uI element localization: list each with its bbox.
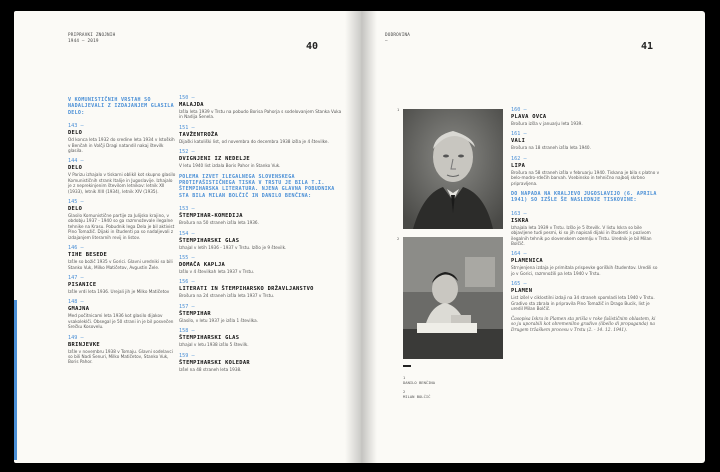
entry-title: ŠTEMPIHARSKI GLAS bbox=[179, 237, 240, 244]
intro-text: DO NAPADA NA KRALJEVO JUGOSLAVIJO (6. APRILA 1941) SO IZŠLE ŠE NASLEDNJE TISKOVINE: bbox=[511, 191, 657, 204]
entry-title: ŠTEMPIHAR bbox=[179, 310, 211, 317]
entry-number: 162 — bbox=[511, 155, 527, 162]
catalog-entry bbox=[68, 245, 176, 270]
entry-description: Od konca leta 1932 do sredine leta 1934 v Istoških v Benčah in Volčji Dragi natandil nakaj številk glasila. bbox=[68, 137, 175, 154]
page-edge-accent bbox=[14, 300, 17, 460]
entry-description: Glasilo Komunistične partije za Julijsko krajino, v obdobju 1937 - 1940 so ga razmnoževale ilegalne tehnike na Krasu. Pobudnik lega Dela je bil aktivist Pino Tomažič. Dijaki in študenti pa so nadaljevali z izdajanjem literarnih revij in listov. bbox=[68, 213, 175, 240]
entry-number: 160 — bbox=[511, 107, 527, 113]
catalog-entry bbox=[179, 279, 343, 298]
entry-title: BRINJEVKE bbox=[68, 341, 100, 348]
catalog-entry bbox=[179, 328, 343, 347]
entry-description: Dijaški katoliški list, od novembra do decembra 1938 izšla je 4 številke. bbox=[179, 138, 329, 144]
catalog-entry bbox=[68, 123, 176, 153]
entry-description: Glasilo, v letu 1937 je izšla 1 številka. bbox=[179, 317, 258, 323]
entry-number: 148 — bbox=[68, 299, 84, 306]
page-number: 41 bbox=[641, 41, 654, 52]
portrait-photo-1 bbox=[403, 109, 503, 229]
entry-title: ISKRA bbox=[511, 217, 529, 224]
entry-title: ŠTEMPIHAR-KOMEDIJA bbox=[179, 213, 243, 220]
catalog-entry bbox=[68, 299, 176, 329]
entry-number: 145 — bbox=[68, 199, 84, 206]
intro-text: POLEMA IZVET ILEGALNEGA SLOVENSKEGA PROTIFAŠISTIČNEGA TISKA V TRSTU JE BILA T.I. ŠTEMPIHARSKA LITERATURA. NJENA GLAVNA POBUDNIKA STA BILA MILAN BOLČIČ IN DANILO BENČINA: bbox=[179, 173, 335, 199]
entry-title: DELO bbox=[68, 206, 83, 213]
caption-rule bbox=[403, 365, 411, 367]
entry-description: Izšlo v 4 številkah leta 1937 v Trstu. bbox=[179, 269, 255, 275]
entry-title: DOMAČA KAPLJA bbox=[179, 262, 226, 269]
catalog-entry bbox=[179, 231, 343, 250]
entry-number: 150 — bbox=[179, 95, 195, 101]
entry-description: V letu 1940 list izdala Boris Pahor in Stanko Vuk. bbox=[179, 163, 281, 169]
entry-title: VALI bbox=[511, 138, 526, 145]
entry-title: PLAMENICA bbox=[511, 258, 543, 265]
entry-number: 165 — bbox=[511, 281, 527, 288]
catalog-entry bbox=[179, 125, 343, 144]
left-column-2 bbox=[179, 95, 343, 377]
running-head-right bbox=[385, 33, 410, 45]
entry-number: 164 — bbox=[511, 251, 527, 258]
entry-title: LITERATI IN ŠTEMPIHARSKO DRŽAVLJANSTVO bbox=[179, 286, 314, 293]
catalog-entry bbox=[68, 199, 176, 240]
catalog-entry bbox=[68, 158, 176, 194]
entry-number: 146 — bbox=[68, 245, 84, 252]
catalog-entry bbox=[511, 107, 661, 126]
entry-description: Izhajal v letih 1936 - 1937 v Trstu. Izšlo je 9 številk. bbox=[179, 244, 287, 250]
catalog-entry bbox=[511, 251, 661, 276]
catalog-entry bbox=[511, 281, 661, 311]
entry-description: Izšle so božič 1935 v Gorici. Glavni uredniki so bili Stanko Vuk, Milko Matičetov, Avgustin Žele. bbox=[68, 259, 173, 270]
entry-title: DVIGNJENI IZ NEDELJE bbox=[179, 156, 250, 163]
portrait-image bbox=[403, 109, 503, 229]
entry-title: DELO bbox=[68, 165, 83, 172]
entry-number: 152 — bbox=[179, 149, 195, 156]
left-column-1 bbox=[68, 97, 176, 370]
entry-number: 163 — bbox=[511, 210, 527, 217]
entry-number: 159 — bbox=[179, 352, 195, 359]
footnote: Časopisa Iskra in Plamen sta prišla v roke fašističnim oblastem, ki so ju uporabili kot obremenilno gradivo (libello di propaganda) na Drugem tržaškem procesu v Trstu (2. - 14. 12. 1941). bbox=[511, 316, 656, 333]
catalog-entry bbox=[511, 156, 661, 186]
entry-description: Izšle v novembru 1938 v Tomaju. Glavni sodelavci so bili Nadi Šenuri, Milko Matičetov, Stanko Vuk, Boris Pahor. bbox=[68, 348, 173, 365]
left-page bbox=[14, 11, 361, 463]
entry-title: GMAJNA bbox=[68, 306, 90, 313]
photo-index: 2 bbox=[397, 236, 400, 241]
entry-number: 144 — bbox=[68, 158, 84, 165]
photo-caption bbox=[403, 389, 430, 399]
catalog-entry bbox=[179, 95, 343, 120]
intro-text: V KOMUNISTIČNIH VRSTAH SO NADALJEVALI Z IZDAJANJEM GLASILA DELO: bbox=[68, 97, 174, 116]
running-head-line: 1944 — 2019 bbox=[68, 39, 99, 44]
catalog-entry bbox=[68, 335, 176, 365]
catalog-entry bbox=[179, 304, 343, 323]
entry-description: Brošura izšla v januarju leta 1939. bbox=[511, 121, 583, 126]
catalog-entry bbox=[179, 255, 343, 274]
desk-image bbox=[403, 237, 503, 359]
catalog-entry bbox=[511, 211, 661, 247]
entry-description: Izšla leta 1939 v Trstu na pobudo Borisa Pahorja s sodelovanjem Stanka Vuka in Nadija Šenela. bbox=[179, 109, 342, 120]
catalog-entry bbox=[68, 275, 176, 294]
entry-number: 147 — bbox=[68, 274, 84, 281]
entry-description: Izhajala leta 1939 v Trstu. Izšlo je 5 številk. V listu Iskra so bile objavljene tudi pesmi, ki so jih napisali dijaki in študenti s pozivom ilegalnih tehnik po slovenskem ozemlju v Trstu. Urednik je bil Milan Bolčič. bbox=[511, 224, 652, 247]
entry-description: List izšel v ciklostilni izdaji na 34 straneh spomladi leta 1940 v Trstu. Gradivo sta zbrala in pripravila Pino Tomažič in Drago Bucik, list je uredil Milan Bolčič. bbox=[511, 295, 655, 312]
entry-number: 161 — bbox=[511, 131, 527, 138]
entry-description: Izšle vrdi leta 1936. Urejali jih je Milko Matičetov bbox=[68, 288, 170, 294]
page-number: 40 bbox=[306, 41, 319, 52]
entry-title: LIPA bbox=[511, 162, 526, 169]
entry-number: 155 — bbox=[179, 255, 195, 262]
entry-description: Brošura na 58 straneh izšla v februarju 1940. Tiskana je bila s platno v belo-modro-rdečih barvah. Vsebinsko in tehnično najbolj skrbno pripravljena. bbox=[511, 169, 660, 186]
entry-title: TIHE BESEDE bbox=[68, 252, 107, 259]
entry-number: 151 — bbox=[179, 124, 195, 131]
entry-description: Med počitnicami leta 1936 kot glasilo dijakov vsakoleklči. Obsegal je 50 strani in je bil posvečen Srečku Kosovelu. bbox=[68, 313, 174, 330]
running-head-left bbox=[68, 33, 115, 45]
entry-description: Brošura na 18 straneh izšla leta 1940. bbox=[511, 145, 591, 151]
entry-number: 154 — bbox=[179, 230, 195, 237]
desk-photo-2 bbox=[403, 237, 503, 359]
entry-description: Brošura na 24 straneh izšla leta 1937 v Trstu. bbox=[179, 293, 275, 299]
entry-number: 156 — bbox=[179, 279, 195, 286]
entry-description: Brošura na 50 straneh izšla leta 1936. bbox=[179, 220, 259, 226]
caption-index: 2 bbox=[403, 389, 406, 394]
entry-number: 153 — bbox=[179, 206, 195, 213]
right-column bbox=[511, 107, 661, 333]
entry-description: Izšel na 48 straneh leta 1938. bbox=[179, 366, 242, 372]
entry-title: ŠTEMPIHARSKI KOLEDAR bbox=[179, 359, 250, 366]
catalog-entry bbox=[511, 131, 661, 150]
running-head-line: DODROVINA bbox=[385, 33, 411, 38]
entry-title: DELO bbox=[68, 130, 83, 137]
catalog-entry bbox=[179, 149, 343, 168]
entry-description: Izhajal v letu 1938 izšlo 5 številk. bbox=[179, 342, 249, 348]
entry-title: MALAJDA bbox=[179, 102, 204, 108]
photo-index: 1 bbox=[397, 107, 400, 112]
right-page bbox=[361, 11, 705, 463]
caption-text: DANILO BENČINA bbox=[403, 380, 436, 385]
caption-index: 1 bbox=[403, 375, 406, 380]
catalog-entry bbox=[179, 353, 343, 372]
entry-number: 143 — bbox=[68, 123, 84, 130]
entry-description: V Parizu izhajalo v tiskarni oblikil kot skupno glasilo Komunističnih strank Italije in Jugoslavije. Izhajalo je z neprekinjenim številom letnikov: letnik XII (1933), letnik XIII (1934), letnik XIV (1935). bbox=[68, 172, 176, 194]
entry-number: 158 — bbox=[179, 328, 195, 335]
entry-title: PLAVA OVCA bbox=[511, 114, 547, 120]
entry-title: PLAMEN bbox=[511, 288, 533, 295]
entry-number: 157 — bbox=[179, 303, 195, 310]
entry-description: Strnjenjena izdaja je primitala prispevke goriških študentov. Uredili so jo v Gorici, razmnožili pa leta 1940 v Trstu. bbox=[511, 265, 658, 276]
entry-title: PISANICE bbox=[68, 281, 97, 288]
photo-caption bbox=[403, 375, 435, 385]
running-head-line: — bbox=[385, 39, 388, 44]
entry-title: TAVŽENTROŽA bbox=[179, 131, 218, 138]
entry-number: 149 — bbox=[68, 334, 84, 341]
running-head-line: PRIPRAVKI ZNOJNIH bbox=[68, 33, 116, 38]
catalog-entry bbox=[179, 206, 343, 225]
entry-title: ŠTEMPIHARSKI GLAS bbox=[179, 335, 240, 342]
caption-text: MILAN BOLČIČ bbox=[403, 394, 431, 399]
